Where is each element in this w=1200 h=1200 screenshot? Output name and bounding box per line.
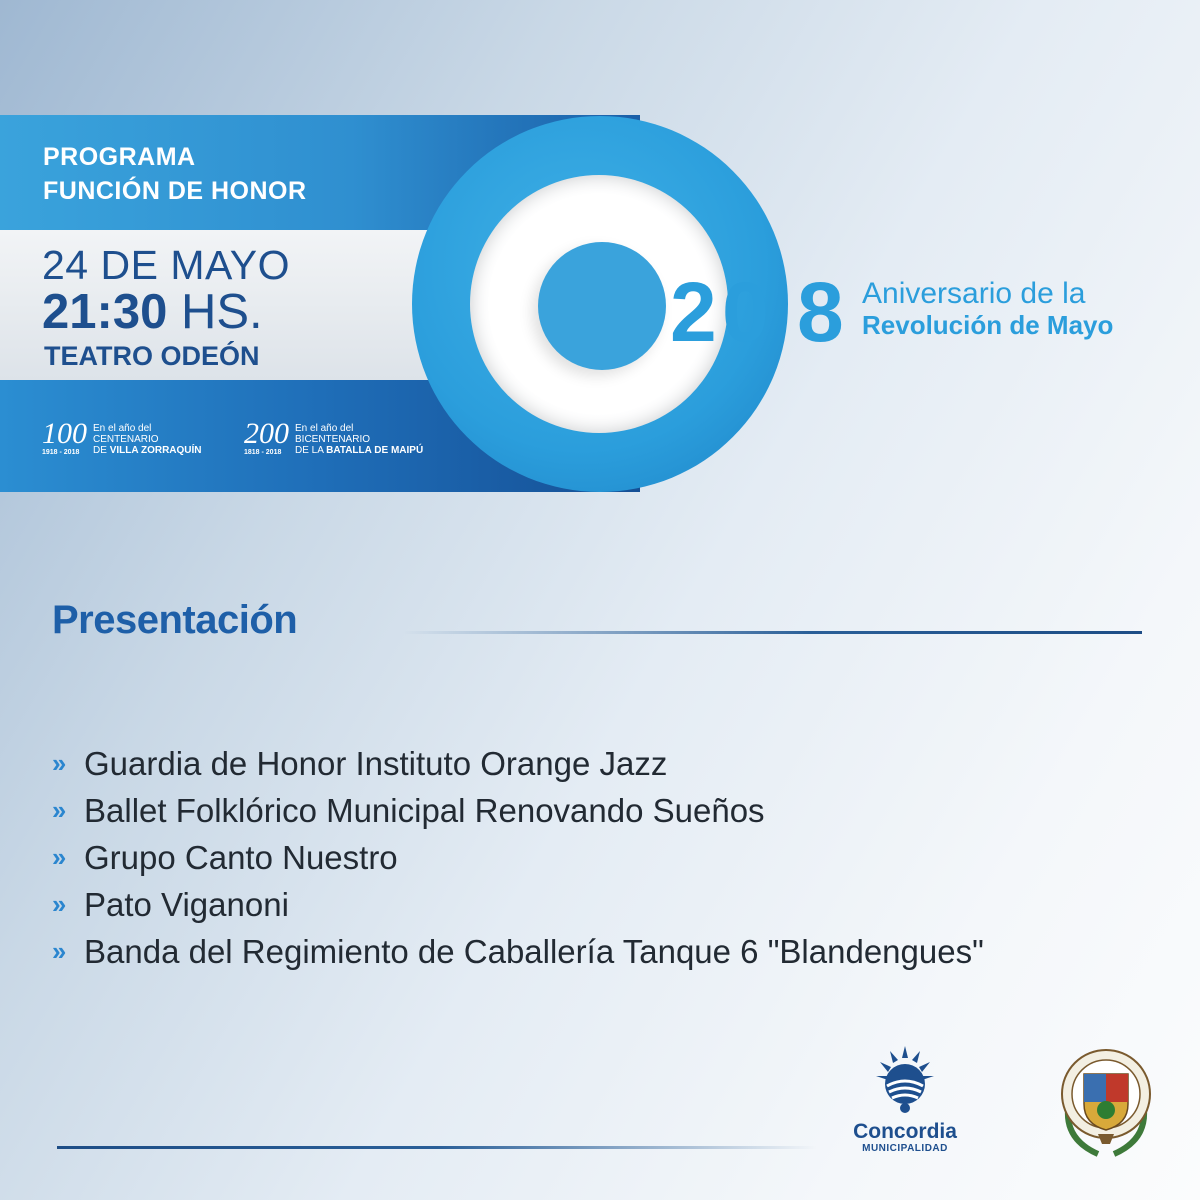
list-item	[52, 881, 984, 928]
bicentenario-line3-bold: BATALLA DE MAIPÚ	[326, 445, 424, 456]
double-chevron-right-icon: ››	[52, 795, 64, 825]
centenario-line3-bold: VILLA ZORRAQUÍN	[109, 445, 202, 456]
centenario-years: 1918 - 2018	[42, 449, 80, 456]
anniversary-badge-bicentenario	[244, 417, 424, 456]
double-chevron-right-icon: ››	[52, 748, 64, 778]
list-item	[52, 834, 984, 881]
presentation-divider	[402, 631, 1142, 634]
centenario-line3-prefix: DE	[93, 445, 107, 456]
list-item-label: Pato Viganoni	[84, 885, 289, 923]
concordia-logo-name: Concordia	[853, 1120, 957, 1143]
centenario-line1: En el año del	[93, 423, 152, 434]
program-title-line1: PROGRAMA	[43, 143, 196, 171]
anniversary-digit-0: 0	[722, 265, 766, 359]
list-item	[52, 740, 984, 787]
event-time-suffix: HS.	[180, 285, 263, 339]
list-item-label: Ballet Folklórico Municipal Renovando Sueños	[84, 791, 765, 829]
list-item	[52, 787, 984, 834]
centenario-line2: CENTENARIO	[93, 434, 159, 445]
concordia-logo-sub: MUNICIPALIDAD	[862, 1143, 948, 1154]
anniversary-badge-centenario	[42, 417, 202, 456]
list-item	[52, 928, 984, 975]
event-time-number: 21:30	[42, 285, 168, 339]
centenario-text	[93, 423, 202, 456]
list-item-label: Guardia de Honor Instituto Orange Jazz	[84, 744, 668, 782]
bicentenario-line3	[295, 445, 423, 456]
presentation-heading: Presentación	[52, 598, 298, 642]
coat-of-arms-icon	[1058, 1040, 1154, 1160]
concordia-emblem-icon	[870, 1042, 940, 1114]
bicentenario-line2: BICENTENARIO	[295, 434, 371, 445]
inner-blue-circle	[538, 242, 666, 370]
double-chevron-right-icon: ››	[52, 936, 64, 966]
program-title	[43, 140, 307, 208]
anniversary-digit-8: 8	[797, 265, 841, 359]
footer-divider	[57, 1146, 817, 1149]
list-item-label: Banda del Regimiento de Caballería Tanque 6 "Blandengues"	[84, 932, 984, 970]
city-crest	[1058, 1040, 1154, 1160]
bicentenario-number: 200	[244, 417, 289, 450]
concordia-logo	[840, 1042, 970, 1162]
centenario-line3	[93, 445, 202, 456]
list-item-label: Grupo Canto Nuestro	[84, 838, 398, 876]
event-date: 24 DE MAYO	[42, 242, 291, 288]
centenario-number-block	[42, 417, 87, 456]
program-title-line2: FUNCIÓN DE HONOR	[43, 177, 307, 205]
bicentenario-years: 1818 - 2018	[244, 449, 282, 456]
double-chevron-right-icon: ››	[52, 889, 64, 919]
bicentenario-line1: En el año del	[295, 423, 354, 434]
anniversary-line2: Revolución de Mayo	[862, 310, 1114, 340]
anniversary-digit-2: 2	[670, 265, 714, 359]
event-time	[42, 286, 263, 338]
bicentenario-text	[295, 423, 423, 456]
anniversary-line1: Aniversario de la	[862, 277, 1086, 310]
event-venue: TEATRO ODEÓN	[44, 341, 260, 371]
bicentenario-number-block	[244, 417, 289, 456]
bicentenario-line3-prefix: DE LA	[295, 445, 324, 456]
program-list	[52, 740, 984, 975]
double-chevron-right-icon: ››	[52, 842, 64, 872]
centenario-number: 100	[42, 417, 87, 450]
